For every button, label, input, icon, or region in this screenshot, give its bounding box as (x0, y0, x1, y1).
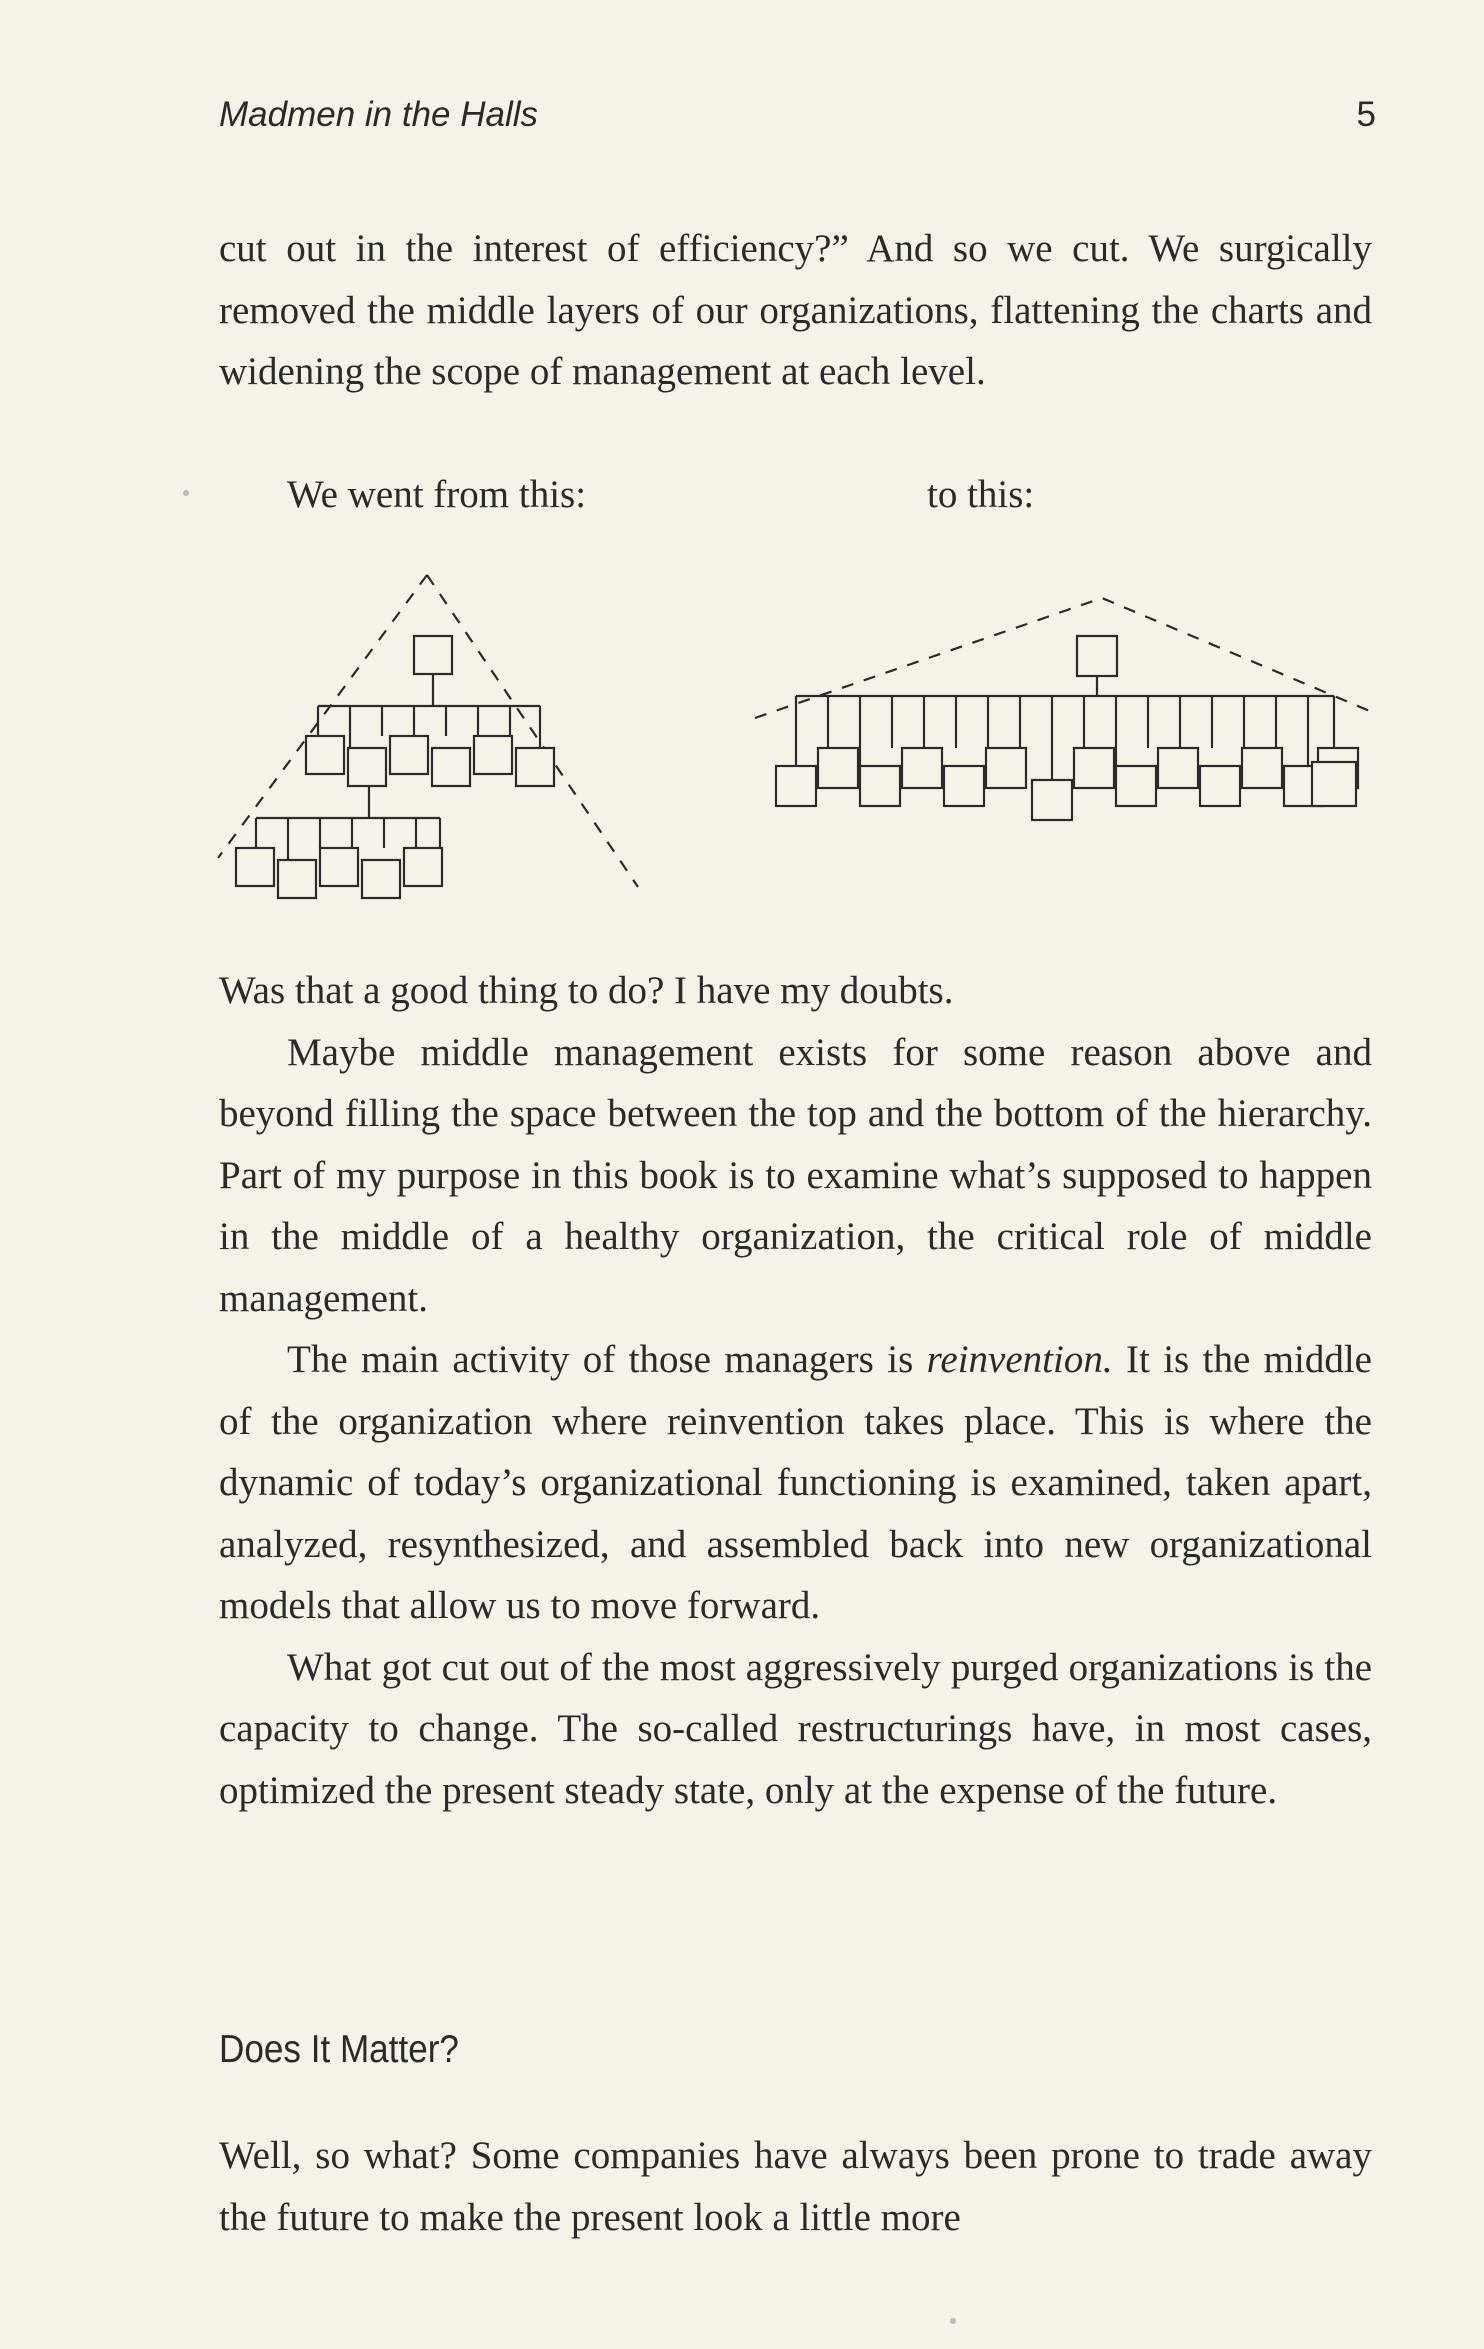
flat-hierarchy-chart (755, 598, 1372, 820)
paragraph-5: What got cut out of the most aggressively purged organizations is the capacity to change. The so-called restructurings have, in most cases, optimized the present steady state, only at the expense of the future. (219, 1645, 1372, 1812)
org-chart-comparison-diagram (210, 565, 1380, 910)
page-number: 5 (1356, 95, 1376, 134)
paper-speck (950, 2318, 956, 2324)
paper-speck (183, 490, 189, 496)
paragraph-3: Maybe middle management exists for some reason above and beyond filling the space between the top and the bottom of the hierarchy. Part of my purpose in this book is to examine what’s supposed to happen in the middle of a healthy organization, the critical role of middle management. (219, 1030, 1372, 1320)
main-text-block (219, 960, 1372, 1821)
tall-hierarchy-chart (218, 575, 638, 898)
running-header (219, 95, 1376, 145)
running-title: Madmen in the Halls (219, 95, 539, 134)
section-heading: Does It Matter? (219, 2028, 459, 2071)
paragraph-2: Was that a good thing to do? I have my doubts. (219, 969, 954, 1012)
paragraph-1: cut out in the interest of efficiency?” And so we cut. We surgically removed the middle layers of our organizations, flattening the charts and widening the scope of management at each level. (219, 227, 1372, 393)
caption-went-from: We went from this: (287, 473, 587, 516)
paragraph-4 (219, 1329, 1372, 1637)
caption-to-this: to this: (927, 473, 1035, 516)
comparison-caption-line (287, 464, 1372, 526)
paragraph-6: Well, so what? Some companies have always been prone to trade away the future to make the present look a little more (219, 2134, 1372, 2239)
paragraph-4-emphasis: reinvention. (926, 1338, 1113, 1381)
paragraph-4-end: It is the middle of the organization where reinvention takes place. This is where the dynamic of today’s organizational functioning is examined, taken apart, analyzed, resynthesized, and assembled back into new organizational models that allow us to move forward. (219, 1338, 1372, 1627)
paragraph-4-start: The main activity of those managers is (287, 1338, 927, 1381)
